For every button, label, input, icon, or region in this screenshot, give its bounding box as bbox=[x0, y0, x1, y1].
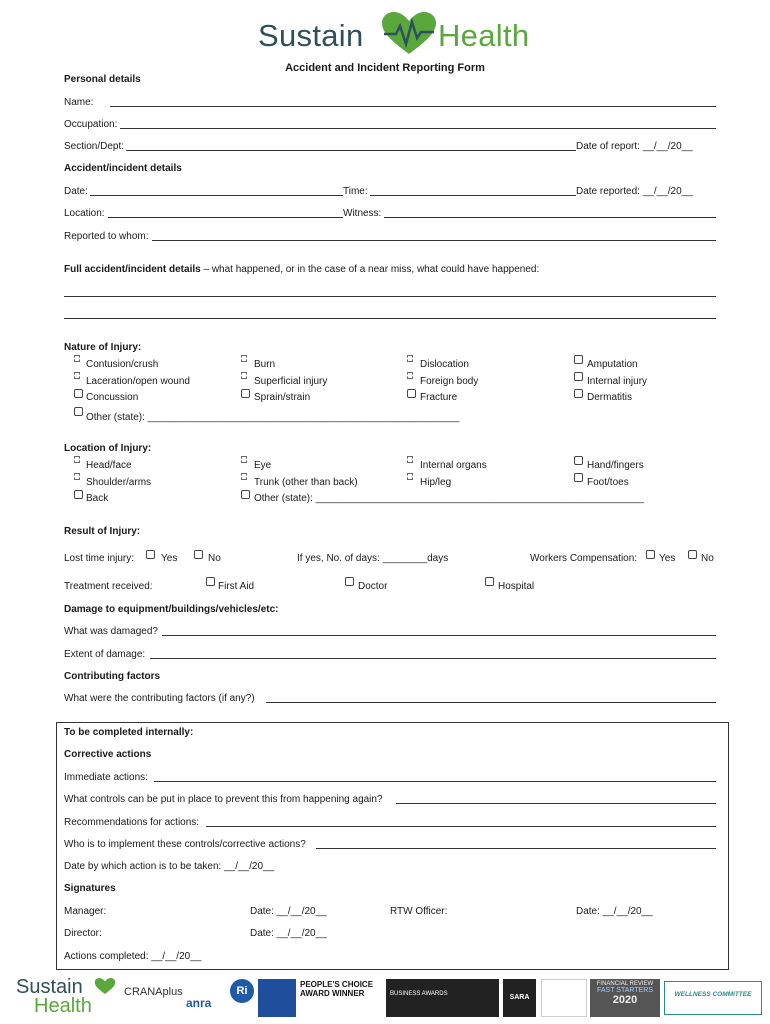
workers-comp-label: Workers Compensation: bbox=[530, 553, 638, 564]
lost-time-yes-label: Yes bbox=[161, 553, 178, 564]
witness-field[interactable] bbox=[384, 217, 716, 218]
footer-sustain-health-logo bbox=[16, 976, 116, 1018]
checkbox-hip-leg[interactable] bbox=[407, 473, 413, 480]
peoples-choice-line-2: AWARD WINNER bbox=[300, 989, 365, 998]
wellness-committee-logo: WELLNESS COMMITTEE bbox=[664, 981, 762, 1015]
name-label: Name: bbox=[64, 97, 94, 108]
fast-starters-text: FAST STARTERS bbox=[596, 987, 653, 994]
contributing-heading: Contributing factors bbox=[64, 671, 161, 682]
checkbox-doctor[interactable] bbox=[345, 577, 354, 586]
fast-starters-year: 2020 bbox=[612, 994, 638, 1006]
internal-heading: To be completed internally: bbox=[64, 727, 194, 738]
time-field[interactable] bbox=[370, 195, 576, 196]
location-heading: Location of Injury: bbox=[64, 443, 152, 454]
workers-comp-no-label: No bbox=[701, 553, 714, 564]
checkbox-concussion[interactable] bbox=[74, 389, 83, 398]
name-field[interactable] bbox=[110, 106, 716, 107]
option-internal-injury: Internal injury bbox=[587, 376, 648, 387]
first-aid-label: First Aid bbox=[218, 581, 255, 592]
result-heading: Result of Injury: bbox=[64, 526, 141, 537]
lost-time-label: Lost time injury: bbox=[64, 553, 135, 564]
sara-finalist-logo bbox=[541, 979, 587, 1017]
checkbox-dislocation[interactable] bbox=[407, 355, 413, 362]
corrective-heading: Corrective actions bbox=[64, 749, 152, 760]
checkbox-hand-fingers[interactable] bbox=[574, 456, 583, 465]
checkbox-workers-comp-yes[interactable] bbox=[646, 550, 655, 559]
option-laceration: Laceration/open wound bbox=[86, 376, 190, 387]
location-label: Location: bbox=[64, 208, 105, 219]
checkbox-burn[interactable] bbox=[241, 355, 247, 362]
heart-icon bbox=[380, 10, 438, 56]
manager-label: Manager: bbox=[64, 906, 107, 917]
option-concussion: Concussion bbox=[86, 392, 139, 403]
rtw-officer-label: RTW Officer: bbox=[390, 906, 448, 917]
damage-heading: Damage to equipment/buildings/vehicles/etc: bbox=[64, 604, 279, 615]
actions-completed-field[interactable]: Actions completed: __/__/20__ bbox=[64, 951, 202, 962]
date-of-report-field[interactable]: Date of report: __/__/20__ bbox=[576, 141, 693, 152]
checkbox-contusion[interactable] bbox=[74, 355, 80, 362]
checkbox-back[interactable] bbox=[74, 490, 83, 499]
recommendations-label: Recommendations for actions: bbox=[64, 817, 200, 828]
controls-label: What controls can be put in place to prevent this from happening again? bbox=[64, 794, 383, 805]
date-by-field[interactable]: Date by which action is to be taken: __/__/20__ bbox=[64, 861, 275, 872]
option-hip-leg: Hip/leg bbox=[420, 477, 452, 488]
location-other-field[interactable]: Other (state): ___________________________________________________________ bbox=[254, 493, 644, 504]
time-label: Time: bbox=[343, 186, 368, 197]
ri-logo: Ri bbox=[230, 979, 254, 1003]
occupation-label: Occupation: bbox=[64, 119, 118, 130]
anra-logo: anra bbox=[186, 996, 212, 1010]
full-details-heading: Full accident/incident details bbox=[64, 264, 201, 275]
option-contusion: Contusion/crush bbox=[86, 359, 159, 370]
checkbox-sprain[interactable] bbox=[241, 389, 250, 398]
checkbox-location-other[interactable] bbox=[241, 490, 250, 499]
checkbox-head-face[interactable] bbox=[74, 456, 80, 463]
checkbox-foreign-body[interactable] bbox=[407, 372, 413, 379]
option-foreign-body: Foreign body bbox=[420, 376, 479, 387]
checkbox-internal-injury[interactable] bbox=[574, 372, 583, 381]
checkbox-workers-comp-no[interactable] bbox=[688, 550, 697, 559]
brand-logo-sustain: Sustain bbox=[258, 18, 364, 53]
sara-logo: SARA bbox=[503, 979, 536, 1017]
date-reported-field[interactable]: Date reported: __/__/20__ bbox=[576, 186, 693, 197]
extent-field[interactable] bbox=[150, 658, 716, 659]
option-shoulder-arms: Shoulder/arms bbox=[86, 477, 152, 488]
hospital-label: Hospital bbox=[498, 581, 535, 592]
section-field[interactable] bbox=[126, 150, 576, 151]
treatment-label: Treatment received: bbox=[64, 581, 153, 592]
checkbox-first-aid[interactable] bbox=[206, 577, 215, 586]
checkbox-nature-other[interactable] bbox=[74, 407, 83, 416]
footer-brand-sustain: Sustain bbox=[16, 976, 83, 998]
contributing-field[interactable] bbox=[266, 702, 716, 703]
manager-date-field[interactable]: Date: __/__/20__ bbox=[250, 906, 327, 917]
checkbox-trunk[interactable] bbox=[241, 473, 247, 480]
what-damaged-field[interactable] bbox=[162, 635, 716, 636]
checkbox-shoulder-arms[interactable] bbox=[74, 473, 80, 480]
occupation-field[interactable] bbox=[120, 128, 716, 129]
option-dermatitis: Dermatitis bbox=[587, 392, 633, 403]
option-hand-fingers: Hand/fingers bbox=[587, 460, 644, 471]
option-dislocation: Dislocation bbox=[420, 359, 469, 370]
extent-label: Extent of damage: bbox=[64, 649, 146, 660]
footer-heart-icon bbox=[94, 976, 116, 996]
doctor-label: Doctor bbox=[358, 581, 388, 592]
checkbox-dermatitis[interactable] bbox=[574, 389, 583, 398]
reported-to-label: Reported to whom: bbox=[64, 231, 149, 242]
brand-logo-health: Health bbox=[438, 18, 530, 53]
option-internal-organs: Internal organs bbox=[420, 460, 487, 471]
award-badge-logo bbox=[258, 979, 296, 1017]
full-details-line-2[interactable] bbox=[64, 318, 716, 319]
date-label: Date: bbox=[64, 186, 88, 197]
business-awards-logo bbox=[386, 979, 499, 1017]
checkbox-hospital[interactable] bbox=[485, 577, 494, 586]
section-label: Section/Dept: bbox=[64, 141, 125, 152]
reported-to-field[interactable] bbox=[152, 240, 716, 241]
form-title: Accident and Incident Reporting Form bbox=[285, 62, 485, 74]
checkbox-superficial[interactable] bbox=[241, 372, 247, 379]
workers-comp-yes-label: Yes bbox=[659, 553, 676, 564]
director-date-field[interactable]: Date: __/__/20__ bbox=[250, 928, 327, 939]
footer-brand-health: Health bbox=[34, 995, 92, 1017]
nature-heading: Nature of Injury: bbox=[64, 342, 142, 353]
location-field[interactable] bbox=[108, 217, 343, 218]
financial-review-title: FINANCIAL REVIEW bbox=[596, 981, 654, 987]
lost-time-no-label: No bbox=[208, 553, 221, 564]
checkbox-amputation[interactable] bbox=[574, 355, 583, 364]
option-superficial: Superficial injury bbox=[254, 376, 328, 387]
accident-details-heading: Accident/incident details bbox=[64, 163, 182, 174]
what-damaged-label: What was damaged? bbox=[64, 626, 158, 637]
business-awards-text: BUSINESS AWARDS bbox=[390, 991, 448, 997]
checkbox-internal-organs[interactable] bbox=[407, 456, 413, 463]
recommendations-field[interactable] bbox=[206, 826, 716, 827]
director-label: Director: bbox=[64, 928, 102, 939]
peoples-choice-line-1: PEOPLE'S CHOICE bbox=[300, 980, 374, 989]
contributing-label: What were the contributing factors (if any?) bbox=[64, 693, 255, 704]
option-burn: Burn bbox=[254, 359, 276, 370]
nature-other-field[interactable]: Other (state): ________________________________________________________ bbox=[86, 412, 460, 423]
option-fracture: Fracture bbox=[420, 392, 458, 403]
checkbox-foot-toes[interactable] bbox=[574, 473, 583, 482]
lost-days-field[interactable]: If yes, No. of days: ________days bbox=[297, 553, 449, 564]
personal-details-heading: Personal details bbox=[64, 74, 141, 85]
checkbox-fracture[interactable] bbox=[407, 389, 416, 398]
who-field[interactable] bbox=[316, 848, 716, 849]
crana-logo: CRANAplus bbox=[124, 986, 183, 998]
option-head-face: Head/face bbox=[86, 460, 132, 471]
who-label: Who is to implement these controls/corrective actions? bbox=[64, 839, 306, 850]
option-eye: Eye bbox=[254, 460, 272, 471]
financial-review-logo bbox=[590, 979, 660, 1017]
controls-field[interactable] bbox=[396, 803, 716, 804]
full-details-text: – what happened, or in the case of a near miss, what could have happened: bbox=[200, 264, 540, 275]
full-details-line-1[interactable] bbox=[64, 296, 716, 297]
option-amputation: Amputation bbox=[587, 359, 638, 370]
immediate-label: Immediate actions: bbox=[64, 772, 148, 783]
rtw-date-field[interactable]: Date: __/__/20__ bbox=[576, 906, 653, 917]
option-foot-toes: Foot/toes bbox=[587, 477, 629, 488]
date-field[interactable] bbox=[90, 195, 343, 196]
option-back: Back bbox=[86, 493, 109, 504]
checkbox-lost-time-no[interactable] bbox=[194, 550, 203, 559]
checkbox-eye[interactable] bbox=[241, 456, 247, 463]
immediate-field[interactable] bbox=[154, 781, 716, 782]
signatures-heading: Signatures bbox=[64, 883, 116, 894]
checkbox-lost-time-yes[interactable] bbox=[146, 550, 155, 559]
checkbox-laceration[interactable] bbox=[74, 372, 80, 379]
option-sprain: Sprain/strain bbox=[254, 392, 311, 403]
witness-label: Witness: bbox=[343, 208, 382, 219]
peoples-choice-logo bbox=[300, 980, 373, 998]
option-trunk: Trunk (other than back) bbox=[254, 477, 358, 488]
full-details-prompt bbox=[64, 264, 539, 276]
